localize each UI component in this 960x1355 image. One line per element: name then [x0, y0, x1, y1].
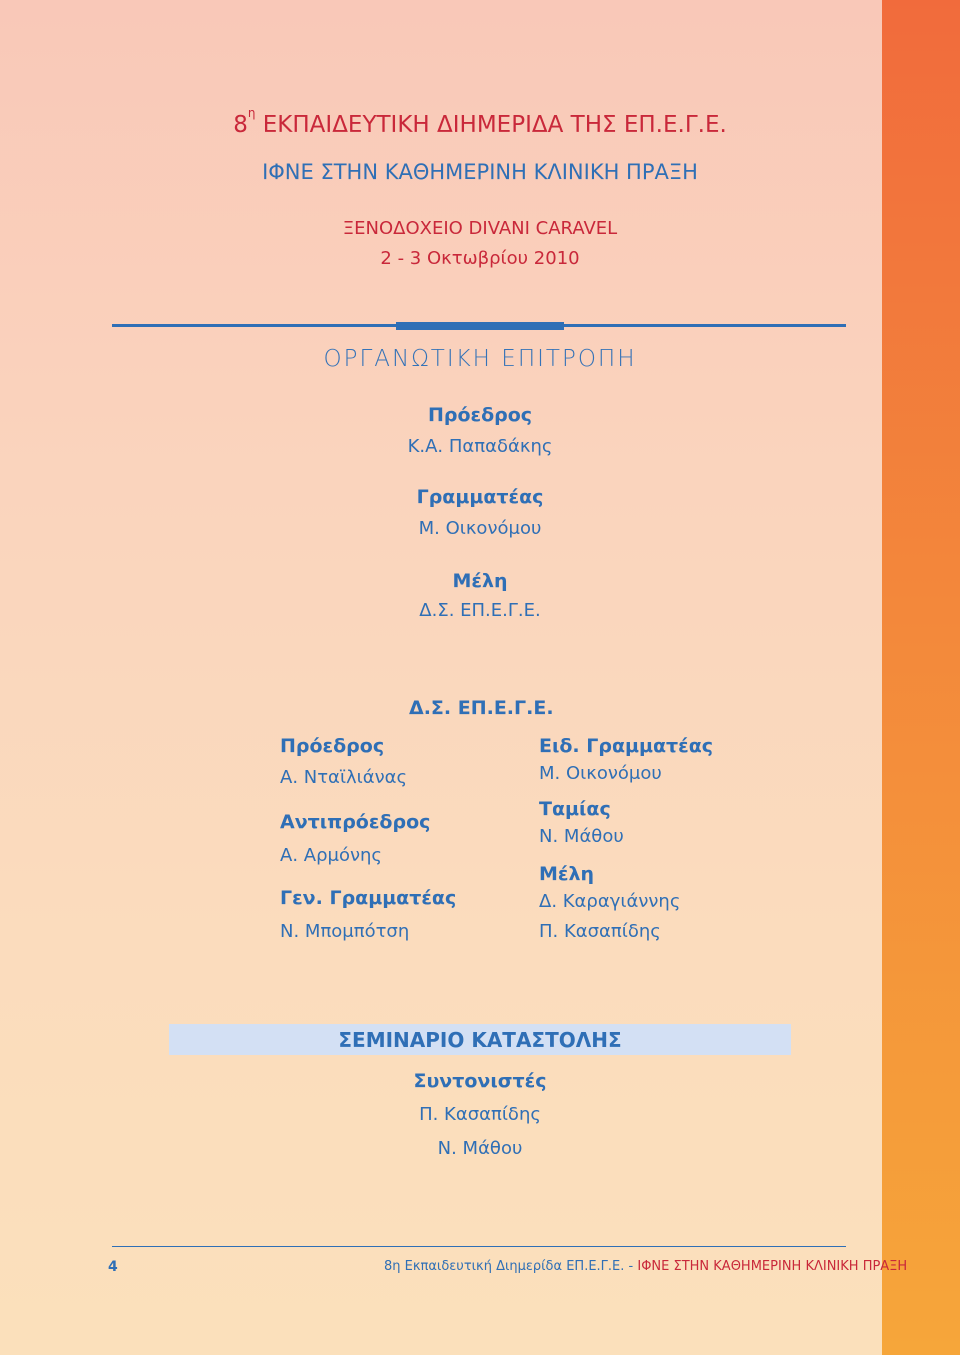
footer-divider	[112, 1246, 846, 1247]
board-heading: Δ.Σ. ΕΠ.Ε.Γ.Ε.	[409, 697, 554, 719]
footer-text-caps: ΙΦΝΕ ΣΤΗΝ ΚΑΘΗΜΕΡΙΝΗ ΚΛΙΝΙΚΗ ΠΡΑΞΗ	[637, 1259, 908, 1274]
board-role: Πρόεδρος	[280, 735, 385, 757]
committee-role: Μέλη	[452, 570, 508, 592]
board-role: Ειδ. Γραμματέας	[539, 735, 714, 757]
board-name: Μ. Οικονόμου	[539, 763, 662, 784]
committee-role: Πρόεδρος	[427, 404, 533, 426]
event-title-number: 8	[233, 112, 248, 138]
board-role: Μέλη	[539, 863, 595, 885]
event-subtitle: ΙΦΝΕ ΣΤΗΝ ΚΑΘΗΜΕΡΙΝΗ ΚΛΙΝΙΚΗ ΠΡΑΞΗ	[262, 160, 698, 184]
board-name: Ν. Μπομπότση	[280, 921, 410, 942]
footer-text-plain: 8η Εκπαιδευτική Διημερίδα ΕΠ.Ε.Γ.Ε. -	[384, 1259, 638, 1274]
event-title-rest: ΕΚΠΑΙΔΕΥΤΙΚΗ ΔΙΗΜΕΡΙΔΑ ΤΗΣ ΕΠ.Ε.Γ.Ε.	[255, 112, 727, 138]
board-name: Ν. Μάθου	[539, 826, 624, 847]
event-dates: 2 - 3 Οκτωβρίου 2010	[380, 248, 580, 269]
board-name: Π. Κασαπίδης	[539, 921, 661, 942]
seminar-title: ΣΕΜΙΝΑΡΙΟ ΚΑΤΑΣΤΟΛΗΣ	[338, 1028, 622, 1052]
board-name: Δ. Καραγιάννης	[539, 891, 681, 912]
committee-name: Κ.Α. Παπαδάκης	[407, 436, 553, 457]
footer-text	[384, 1259, 907, 1274]
committee-role: Γραμματέας	[416, 486, 544, 508]
committee-name: Μ. Οικονόμου	[418, 518, 542, 539]
seminar-role: Συντονιστές	[413, 1070, 547, 1092]
event-title	[0, 106, 960, 138]
committee-name: Δ.Σ. ΕΠ.Ε.Γ.Ε.	[419, 600, 541, 621]
divider-accent	[396, 322, 564, 330]
organizing-committee-heading: ΟΡΓΑΝΩΤΙΚΗ ΕΠΙΤΡΟΠΗ	[323, 346, 637, 372]
seminar-name: Ν. Μάθου	[437, 1138, 523, 1159]
page-number: 4	[108, 1259, 118, 1275]
board-name: Α. Αρμόνης	[280, 845, 382, 866]
board-role: Ταμίας	[539, 798, 611, 820]
seminar-name: Π. Κασαπίδης	[419, 1104, 541, 1125]
venue: ΞΕΝΟΔΟΧΕΙΟ DIVANI CARAVEL	[342, 218, 618, 239]
board-name: Α. Νταϊλιάνας	[280, 767, 408, 788]
board-role: Γεν. Γραμματέας	[280, 887, 457, 909]
event-title-sup: η	[247, 106, 256, 121]
board-role: Αντιπρόεδρος	[280, 811, 431, 833]
